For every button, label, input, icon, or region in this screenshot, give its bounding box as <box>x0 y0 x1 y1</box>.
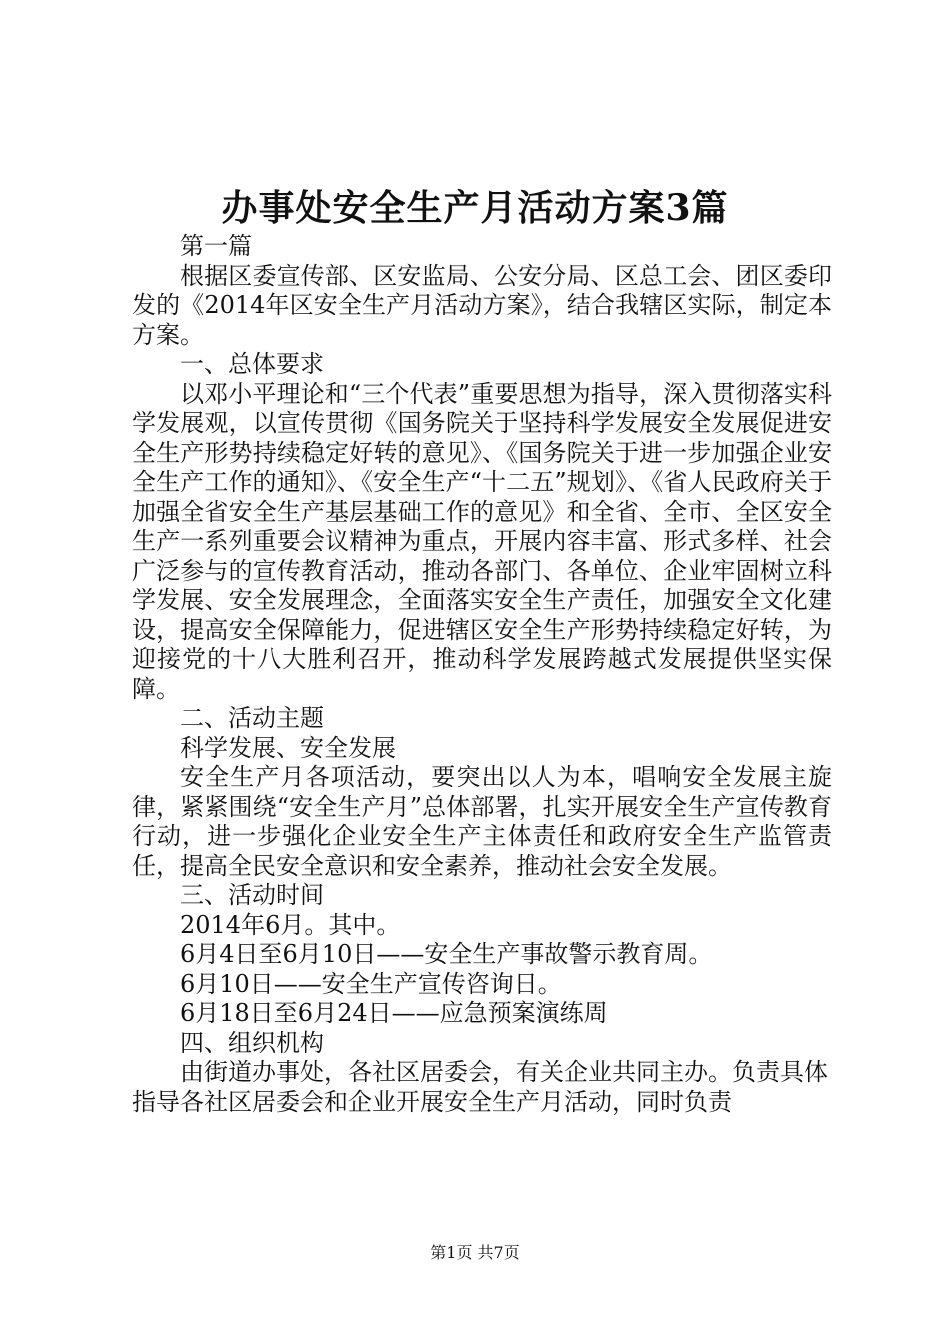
paragraph: 6月18日至6月24日——应急预案演练周 <box>180 999 608 1027</box>
section-heading: 一、总体要求 <box>180 350 324 378</box>
page-footer: 第1页 共7页 <box>430 1243 520 1262</box>
paragraph: 6月4日至6月10日——安全生产事故警示教育周。 <box>180 940 713 968</box>
section-heading: 四、组织机构 <box>180 1028 324 1057</box>
paragraph: 科学发展、安全发展 <box>180 733 396 762</box>
paragraph: 安全生产月各项活动，要突出以人为本，唱响安全发展主旋律，紧紧围绕“安全生产月”总体部署，扎实开展安全生产宣传教育行动，进一步强化企业安全生产主体责任和政府安全生产监管责任，提高全民安全意识和安全素养，推动社会安全发展。 <box>132 763 832 880</box>
paragraph: 根据区委宣传部、区安监局、公安分局、区总工会、团区委印发的《2014年区安全生产月活动方案》，结合我辖区实际，制定本方案。 <box>132 261 832 349</box>
section-heading: 二、活动主题 <box>180 704 324 732</box>
paragraph: 以邓小平理论和“三个代表”重要思想为指导，深入贯彻落实科学发展观，以宣传贯彻《国务院关于坚持科学发展安全发展促进安全生产形势持续稳定好转的意见》、《国务院关于进一步加强企业安全生产工作的通知》、《安全生产“十二五”规划》、《省人民政府关于加强全省安全生产基层基础工作的意见》和全省、全市、全区安全生产一系列重要会议精神为重点，开展内容丰富、形式多样、社会广泛参与的宣传教育活动，推动各部门、各单位、企业牢固树立科学发展、安全发展理念，全面落实安全生产责任，加强安全文化建设，提高安全保障能力，促进辖区安全生产形势持续稳定好转，为迎接党的十八大胜利召开，推动科学发展跨越式发展提供坚实保障。 <box>132 379 832 703</box>
document-body <box>132 232 832 1117</box>
section-heading: 三、活动时间 <box>180 881 324 909</box>
document-title: 办事处安全生产月活动方案3篇 <box>221 187 729 229</box>
paragraph: 6月10日——安全生产宣传咨询日。 <box>180 969 562 998</box>
paragraph: 第一篇 <box>180 232 252 260</box>
paragraph: 2014年6月。其中。 <box>180 910 401 939</box>
paragraph: 由街道办事处，各社区居委会，有关企业共同主办。负责具体指导各社区居委会和企业开展安全生产月活动，同时负责 <box>132 1058 828 1116</box>
